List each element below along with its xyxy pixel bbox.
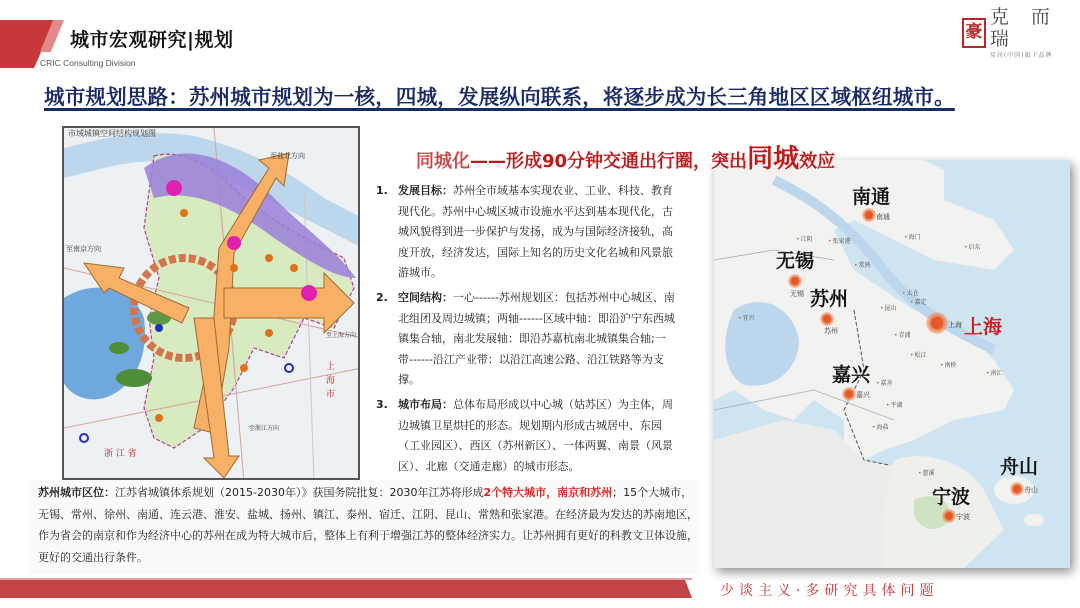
- list-item-text: 苏州全市域基本实现农业、工业、科技、教育现代化。苏州中心城区城市设施水平达到基本现代化，古城风貌得到进一步保护与发扬，成为与国际经济接轨，高度开放，经济发达，国际上知名的历史文化名城和风景旅游城市。: [398, 184, 673, 280]
- plan-list: [376, 181, 676, 481]
- subtitle-part-1: 同城化: [416, 151, 470, 172]
- list-item-text: 一心------苏州规划区：包括苏州中心城区、南北组团及周边城镇；两轴------区域中轴：即沿沪宁东西城镇集合轴，南北发展轴：即沿苏嘉杭南北城镇集合轴;一带------沿江产业带：以沿江高速公路、沿江铁路等为支撑。: [398, 290, 675, 387]
- city-label-jiaxing: 嘉兴: [832, 364, 871, 386]
- section-subtitle: [416, 138, 835, 175]
- subtitle-part-4: 效应: [799, 151, 836, 172]
- city-marker-icon: [788, 274, 802, 288]
- location-paragraph: 苏州城市区位：江苏省城镇体系规划（2015-2030年）》获国务院批复：2030年江苏将形成2个特大城市，南京和苏州；15个大城市，无锡、常州、徐州、南通、连云港、淮安、盐城、扬州、镇江、泰州、宿迁、江阴、昆山、常熟和张家港。在经济最为发达的苏南地区，作为省会的南京和作为经济中心的苏州在成为特大城市后，整体上有利于增强江苏的整体经济实力。让苏州拥有更好的科教文卫体设施，更好的交通出行条件。: [38, 486, 698, 564]
- city-label-zhoushan: 舟山: [1000, 456, 1039, 478]
- footer-red-bar: [0, 580, 692, 598]
- location-highlight: 2个特大城市，南京和苏州: [483, 486, 613, 499]
- spatial-structure-map: [62, 126, 360, 480]
- city-label-suzhou: 苏州: [810, 288, 849, 310]
- footer-accent-line: [0, 578, 692, 580]
- map-label-nanjing-direction: 至南京方向: [66, 245, 101, 253]
- city-marker-icon: [862, 208, 876, 222]
- list-item: 3. 城市布局：总体布局形成以中心城（姑苏区）为主体，周边城镇卫星烘托的形态。规划期内形成古城居中、东园（工业园区）、西区（苏州新区）、一体两翼、南景（风景区）、北廊（交通走廊）的城市形态。: [376, 397, 673, 473]
- location-label: 苏州城市区位：: [38, 486, 115, 499]
- seal-icon: 豪: [962, 18, 986, 48]
- subtitle-part-3: 同城: [747, 144, 800, 174]
- city-marker-icon: [926, 312, 948, 334]
- map-caption: 市域城镇空间结构规划图: [68, 129, 156, 138]
- map-label-north-direction: 至盐北方向: [270, 152, 305, 160]
- map-label-shanghai: 上 海 市: [326, 362, 336, 400]
- map-label-shanghai-direction: 至上海方向: [326, 332, 357, 339]
- city-label-ningbo: 宁波: [932, 486, 971, 508]
- page-title: 城市规划思路：苏州城市规划为一核，四城，发展纵向联系，将逐步成为长三角地区区域枢纽城市。: [44, 85, 955, 109]
- list-item: 2. 空间结构：一心------苏州规划区：包括苏州中心城区、南北组团及周边城镇；两轴------区域中轴：即沿沪宁东西城镇集合轴，南北发展轴：即沿苏嘉杭南北城镇集合轴;一带------沿江产业带：以沿江高速公路、沿江铁路等为支撑。: [376, 290, 675, 387]
- delta-map-graphic: [714, 160, 1070, 568]
- city-label-wuxi: 无锡: [776, 250, 815, 272]
- list-item-label: 发展目标：: [398, 184, 453, 197]
- list-item: 1. 发展目标：苏州全市域基本实现农业、工业、科技、教育现代化。苏州中心城区城市设施水平达到基本现代化，古城风貌得到进一步保护与发扬，成为与国际经济接轨，高度开放，经济发达，国际上知名的历史文化名城和风景旅游城市。: [376, 184, 673, 280]
- planning-map-graphic: [64, 128, 360, 480]
- city-marker-icon: [1010, 482, 1024, 496]
- logo-tagline: 易居(中国)旗下品牌: [989, 52, 1053, 59]
- city-label-nantong: 南通: [852, 186, 891, 208]
- city-marker-icon: [820, 312, 834, 326]
- city-label-shanghai: 上海: [964, 316, 1003, 338]
- section-title: 城市宏观研究|规划: [70, 29, 234, 51]
- subtitle-part-2: ——形成90分钟交通出行圈，突出: [470, 151, 748, 172]
- division-subtitle: CRIC Consulting Division: [40, 58, 136, 68]
- list-item-label: 城市布局：: [398, 397, 453, 411]
- list-item-text: 总体布局形成以中心城（姑苏区）为主体，周边城镇卫星烘托的形态。规划期内形成古城居中、东园（工业园区）、西区（苏州新区）、一体两翼、南景（风景区）、北廊（交通走廊）的城市形态。: [398, 397, 673, 473]
- yangtze-delta-map: 南通 南通 无锡 无锡 苏州 苏州 上海 上海 嘉兴 嘉兴 宁波 宁波 舟山 舟山 • 江阴 • 张家港 • 常熟 • 海门 • 启东 • 太仓 • 嘉定 • 昆山 • 青浦 • 松江 • 宜兴 • 嘉善 • 平湖 • 海盐 • 南汇 • 慈溪 • 南桥: [714, 160, 1070, 568]
- city-marker-icon: [842, 387, 856, 401]
- company-logo: [962, 6, 1080, 59]
- map-label-zhejiang-direction: 至浙江方向: [249, 425, 280, 432]
- list-item-label: 空间结构：: [398, 290, 453, 304]
- logo-name: 克 而 瑞: [989, 6, 1058, 50]
- footer-slogan: 少谈主义·多研究具体问题: [720, 583, 939, 599]
- city-marker-icon: [942, 509, 956, 523]
- map-label-zhejiang: 浙 江 省: [104, 449, 137, 459]
